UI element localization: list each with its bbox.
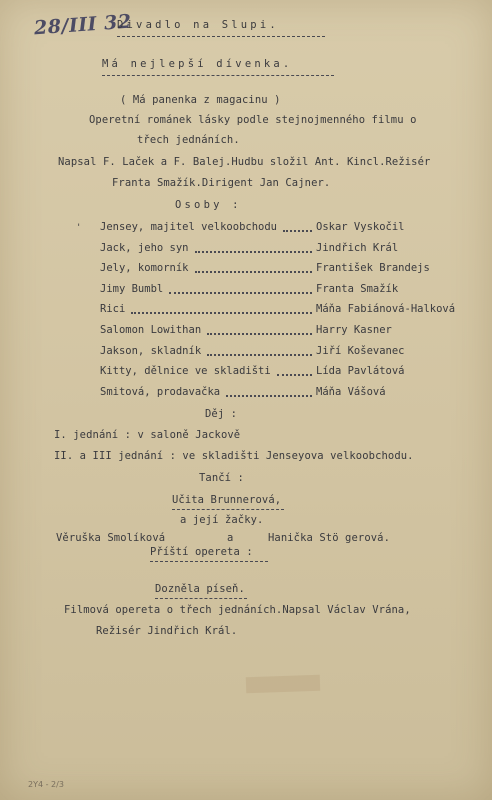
cast-row bbox=[100, 262, 430, 276]
cast-row bbox=[100, 386, 420, 400]
handwritten-date: 28/III 32 bbox=[33, 10, 133, 40]
theatre-heading: Divadlo na Slupi. bbox=[117, 19, 279, 31]
cast-row bbox=[100, 303, 456, 317]
leader-dots bbox=[207, 333, 312, 335]
cast-role: Jensey, majitel velkoobchodu bbox=[100, 221, 278, 233]
cast-row bbox=[100, 324, 420, 338]
cast-actor: Harry Kasner bbox=[316, 324, 392, 336]
next-description-1: Filmová opereta o třech jednáních.Napsal Václav Vrána, bbox=[64, 604, 411, 616]
next-title-underline bbox=[155, 598, 247, 599]
next-operetta-heading: Příští opereta : bbox=[150, 546, 253, 558]
cast-row bbox=[100, 283, 420, 297]
acts-two-three-line: II. a III jednání : ve skladišti Jenseyova velkoobchodu. bbox=[54, 450, 414, 462]
leader-dots bbox=[195, 271, 312, 273]
margin-tick: ' bbox=[76, 223, 82, 233]
dance-teacher: Učita Brunnerová, bbox=[172, 494, 282, 506]
credits-line-2: Franta Smažík.Dirigent Jan Cajner. bbox=[112, 177, 331, 189]
leader-dots bbox=[169, 292, 312, 294]
leader-dots bbox=[131, 312, 312, 314]
cast-role: Jakson, skladník bbox=[100, 344, 202, 357]
cast-actor: Oskar Vyskočil bbox=[316, 221, 405, 233]
act-one-line: I. jednání : v saloně Jackově bbox=[54, 429, 241, 441]
plot-heading: Děj : bbox=[205, 408, 238, 420]
cast-row bbox=[100, 221, 420, 235]
cast-actor: Franta Smažík bbox=[316, 282, 399, 295]
cast-role: Jack, jeho syn bbox=[100, 241, 189, 254]
cast-actor: Máňa Fabiánová-Halková bbox=[316, 303, 456, 316]
leader-dots bbox=[226, 395, 312, 397]
student-one: Věruška Smolíková bbox=[56, 532, 166, 544]
dances-heading: Tančí : bbox=[199, 472, 244, 484]
leader-dots bbox=[195, 251, 312, 253]
credits-line-1: Napsal F. Laček a F. Balej.Hudbu složil Ant. Kincl.Režisér bbox=[58, 156, 431, 168]
cast-row bbox=[100, 242, 420, 256]
description-line-1: Operetní románek lásky podle stejnojmenného filmu o bbox=[89, 114, 417, 126]
cast-actor: Máňa Vášová bbox=[316, 385, 386, 398]
title-underline bbox=[102, 75, 334, 76]
heading-underline bbox=[117, 36, 325, 37]
leader-dots bbox=[207, 354, 312, 356]
play-title: Má nejlepší dívenka. bbox=[102, 58, 293, 70]
cast-role: Jely, komorník bbox=[100, 262, 189, 275]
cast-role: Smitová, prodavačka bbox=[100, 385, 221, 398]
cast-role: Salomon Lowithan bbox=[100, 324, 202, 336]
cast-row bbox=[100, 345, 420, 359]
faint-stamp-mark bbox=[246, 675, 321, 694]
teacher-underline bbox=[172, 509, 284, 510]
persons-heading: Osoby : bbox=[175, 199, 242, 211]
cast-actor: Lída Pavlátová bbox=[316, 365, 405, 378]
archive-mark: 2Y4 - 2/3 bbox=[28, 780, 64, 789]
next-heading-underline bbox=[150, 561, 268, 562]
cast-actor: Jiří Koševanec bbox=[316, 344, 405, 357]
cast-role: Jimy Bumbl bbox=[100, 282, 164, 295]
cast-actor: František Brandejs bbox=[316, 262, 430, 275]
leader-dots bbox=[283, 230, 312, 232]
her-students: a její žačky. bbox=[180, 514, 264, 526]
cast-actor: Jindřich Král bbox=[316, 241, 399, 254]
leader-dots bbox=[277, 374, 312, 376]
play-subtitle: ( Má panenka z magacinu ) bbox=[120, 94, 281, 106]
next-operetta-title: Dozněla píseň. bbox=[155, 583, 245, 595]
next-description-2: Režisér Jindřich Král. bbox=[96, 625, 238, 637]
cast-row bbox=[100, 365, 420, 379]
and-word: a bbox=[227, 532, 234, 544]
cast-role: Rici bbox=[100, 303, 126, 316]
description-line-2: třech jednáních. bbox=[137, 134, 240, 146]
student-two: Hanička Stö gerová. bbox=[268, 532, 391, 544]
cast-role: Kitty, dělnice ve skladišti bbox=[100, 365, 271, 378]
